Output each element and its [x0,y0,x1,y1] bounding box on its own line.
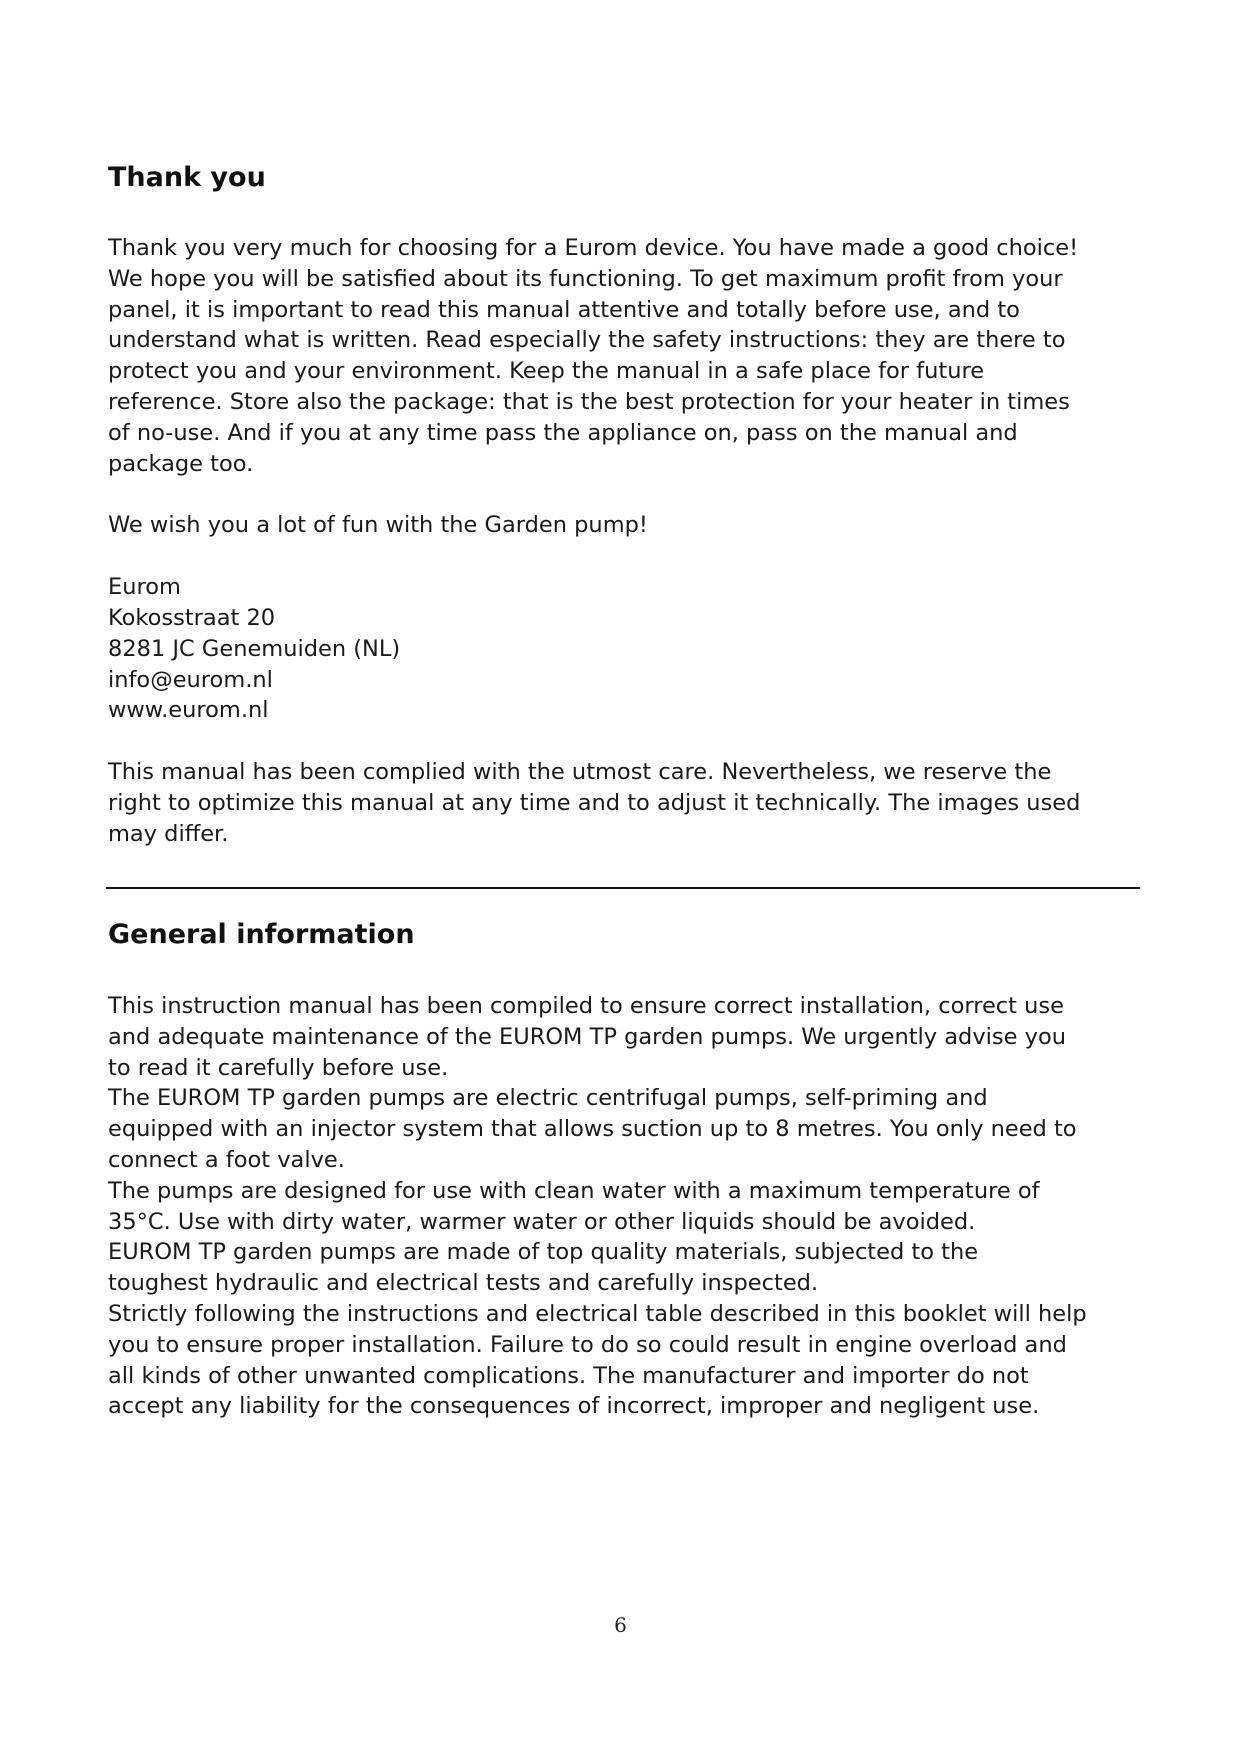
text-line: connect a foot valve. [108,1146,345,1173]
street-address: Kokosstraat 20 [108,604,276,631]
website-address: www.eurom.nl [108,697,269,724]
wish-text: We wish you a lot of fun with the Garden pump! [108,512,648,539]
text-line: equipped with an injector system that allows suction up to 8 metres. You only need to [108,1116,1077,1143]
text-line: to read it carefully before use. [108,1054,449,1081]
text-line: We hope you will be satisfied about its functioning. To get maximum profit from your [108,265,1063,292]
text-line: The pumps are designed for use with clean water with a maximum temperature of [108,1177,1040,1204]
text-line: may differ. [108,820,229,847]
text-line: Strictly following the instructions and electrical table described in this booklet will help [108,1300,1087,1327]
city-address: 8281 JC Genemuiden (NL) [108,635,401,662]
text-line: reference. Store also the package: that is the best protection for your heater in times [108,388,1070,415]
page-number: 6 [614,1613,627,1637]
thank-you-paragraph [108,233,1138,479]
text-line: all kinds of other unwanted complications. The manufacturer and importer do not [108,1362,1029,1389]
text-line: EUROM TP garden pumps are made of top quality materials, subjected to the [108,1239,979,1266]
text-line: Thank you very much for choosing for a Eurom device. You have made a good choice! [108,235,1079,261]
text-line: The EUROM TP garden pumps are electric centrifugal pumps, self-priming and [108,1085,988,1112]
general-information-paragraph [108,991,1138,1422]
text-line: protect you and your environment. Keep the manual in a safe place for future [108,358,985,385]
disclaimer-paragraph [108,757,1138,849]
thank-you-section [108,160,1138,850]
text-line: This instruction manual has been compiled to ensure correct installation, correct use [108,993,1064,1019]
text-line: package too. [108,450,254,477]
general-information-section [108,917,1138,1422]
text-line: 35°C. Use with dirty water, warmer water or other liquids should be avoided. [108,1208,976,1235]
company-address [108,572,1138,726]
text-line: accept any liability for the consequences of incorrect, improper and negligent use. [108,1393,1040,1420]
text-line: and adequate maintenance of the EUROM TP garden pumps. We urgently advise you [108,1023,1066,1050]
email-address: info@eurom.nl [108,666,273,693]
text-line: toughest hydraulic and electrical tests and carefully inspected. [108,1270,819,1297]
thank-you-heading: Thank you [108,162,266,193]
section-divider [106,887,1140,889]
company-name: Eurom [108,574,181,601]
text-line: you to ensure proper installation. Failure to do so could result in engine overload and [108,1331,1067,1358]
text-line: right to optimize this manual at any time and to adjust it technically. The images used [108,789,1081,816]
text-line: panel, it is important to read this manual attentive and totally before use, and to [108,296,1020,323]
text-line: of no-use. And if you at any time pass the appliance on, pass on the manual and [108,419,1018,446]
text-line: understand what is written. Read especially the safety instructions: they are there to [108,327,1066,354]
general-information-heading: General information [108,919,415,950]
text-line: This manual has been complied with the utmost care. Nevertheless, we reserve the [108,759,1052,786]
